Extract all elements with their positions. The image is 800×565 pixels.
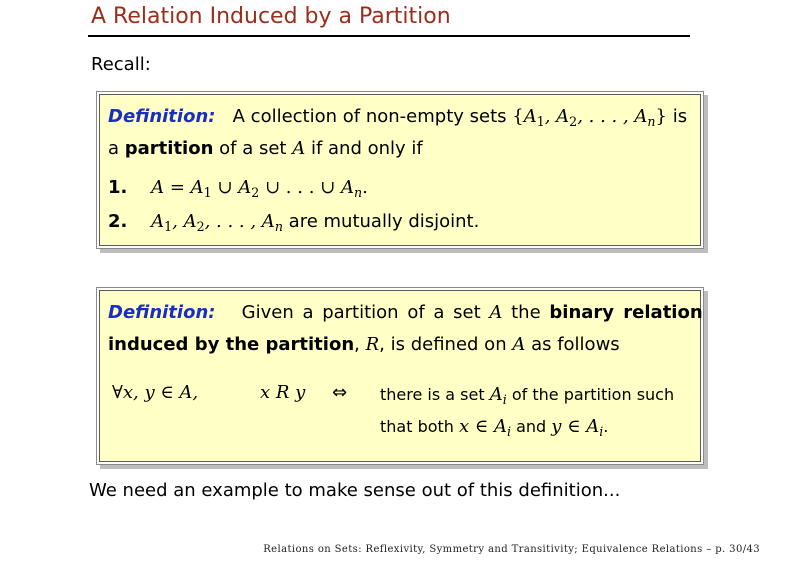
def1-line-2 <box>108 138 423 159</box>
closing-remark: We need an example to make sense out of this definition... <box>89 480 621 501</box>
sets-expression: {$A_1$, $A_2$, . . . , $A_n$} <box>512 106 667 129</box>
relation-r: R <box>365 334 380 355</box>
def1-disjoint: are mutually disjoint. <box>288 211 480 232</box>
def2-as-follows: as follows <box>531 334 620 355</box>
cond2a: that both <box>380 417 454 436</box>
induced-term: induced by the partition <box>108 334 355 355</box>
y-in-ai: y ∈ $A_i$ <box>551 416 604 439</box>
partition-term: partition <box>124 138 214 159</box>
set-ai: $A_i$ <box>489 384 507 407</box>
cond1a: there is a set <box>380 385 485 404</box>
item-number: 2. <box>108 211 128 232</box>
xry-expression: x R y <box>260 382 306 403</box>
cond2b: and <box>516 417 547 436</box>
set-a: A <box>512 334 526 355</box>
definition-label: Definition: <box>108 302 216 323</box>
condition-line-2 <box>380 416 608 437</box>
definition-label: Definition: <box>108 106 216 127</box>
def2-line-2 <box>108 334 620 355</box>
x-in-ai: x ∈ $A_i$ <box>459 416 511 439</box>
item-number: 1. <box>108 177 128 198</box>
def1-intro: A collection of non-empty sets <box>232 106 507 127</box>
slide-title: A Relation Induced by a Partition <box>91 4 451 29</box>
sets-list: $A_1$, $A_2$, . . . , $A_n$ <box>151 211 283 234</box>
condition-line-1 <box>380 384 674 405</box>
def1-a: a <box>108 138 120 159</box>
cond1b: of the partition such <box>511 385 675 404</box>
def1-line-1 <box>108 106 687 127</box>
definition-box-partition <box>99 94 701 246</box>
iff-symbol: ⇔ <box>332 382 348 403</box>
def2-comma: , <box>354 334 360 355</box>
slide-footer: Relations on Sets: Reflexivity, Symmetry and Transitivity; Equivalence Relations – p. 30/43 <box>263 544 760 555</box>
recall-label: Recall: <box>91 54 151 75</box>
cond2c: . <box>603 417 609 436</box>
def2-given: Given a partition of a set <box>241 302 481 323</box>
def1-is: is <box>672 106 688 127</box>
def1-of-a-set: of a set <box>219 138 287 159</box>
def2-the: the <box>511 302 541 323</box>
set-a: A <box>489 302 503 323</box>
def1-item-2 <box>108 211 479 232</box>
def1-iff: if and only if <box>310 138 423 159</box>
title-underline <box>88 35 690 37</box>
definition-box-induced-relation <box>99 290 701 462</box>
def2-line-1 <box>108 302 703 323</box>
union-expression: $A = A_1$ ∪ $A_2$ ∪ . . . ∪ $A_n$. <box>151 177 368 200</box>
binary-relation-term: binary relation <box>549 302 703 323</box>
set-a: A <box>292 138 306 159</box>
forall-expression: ∀x, y ∈ A, <box>112 382 199 403</box>
def2-defined-on: , is defined on <box>379 334 507 355</box>
def1-item-1 <box>108 177 368 198</box>
